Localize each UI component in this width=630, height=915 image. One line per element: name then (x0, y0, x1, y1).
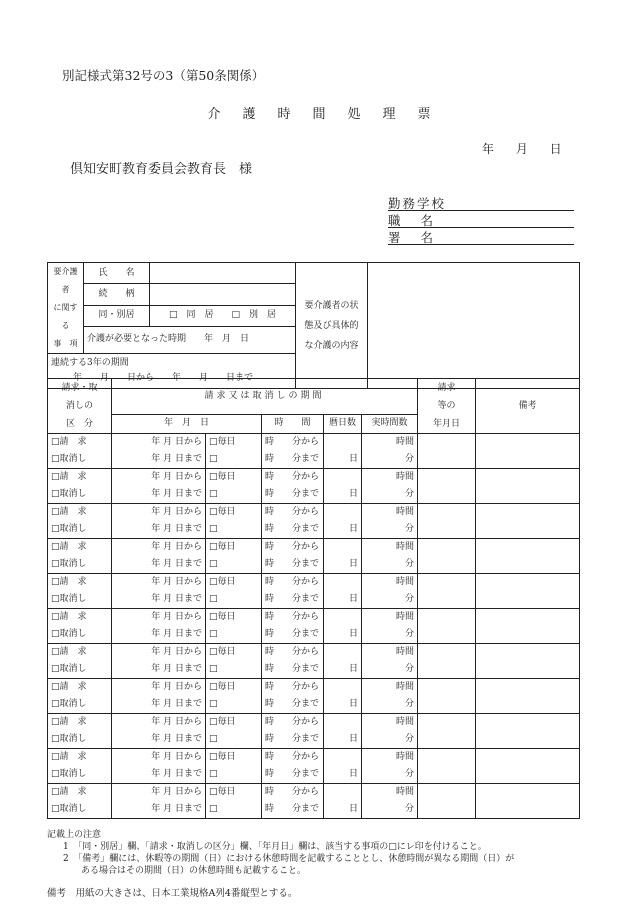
days-unit: 日 (324, 486, 362, 504)
date-from[interactable]: 年 月 日から (112, 539, 206, 557)
request-date-field[interactable] (418, 434, 476, 469)
cohabit-label: 同・別居 (84, 305, 150, 326)
days-field[interactable] (324, 679, 362, 697)
remarks-field[interactable] (476, 469, 580, 504)
time-from[interactable]: 時 分から (262, 469, 324, 487)
hours-field[interactable]: 時間 (362, 609, 418, 627)
time-from[interactable]: 時 分から (262, 504, 324, 522)
hours-field[interactable]: 時間 (362, 749, 418, 767)
hours-field[interactable]: 時間 (362, 574, 418, 592)
request-date-field[interactable] (418, 574, 476, 609)
min-unit: 分 (362, 451, 418, 469)
entry-row-request (48, 574, 580, 592)
days-field[interactable] (324, 644, 362, 662)
remarks-field[interactable] (476, 504, 580, 539)
remarks-field[interactable] (476, 784, 580, 819)
state-label: 要介護者の状 態及び具体的 な介護の内容 (296, 263, 368, 389)
col-ymd: 年 月 日 (112, 414, 262, 433)
remarks-field[interactable] (476, 714, 580, 749)
time-to[interactable]: 時 分まで (262, 626, 324, 644)
entry-row-request (48, 504, 580, 522)
date-to[interactable]: 年 月 日まで (112, 626, 206, 644)
request-table (47, 378, 580, 819)
cancel-checkbox[interactable]: □取消し (48, 591, 112, 609)
col-remarks: 備考 (476, 379, 580, 434)
daily-checkbox[interactable]: □毎日 (206, 434, 262, 452)
hours-field[interactable]: 時間 (362, 679, 418, 697)
min-unit: 分 (362, 486, 418, 504)
remarks-field[interactable] (476, 609, 580, 644)
days-field[interactable] (324, 469, 362, 487)
relation-field[interactable] (150, 284, 296, 305)
entry-row-request (48, 714, 580, 732)
days-unit: 日 (324, 626, 362, 644)
date-to[interactable]: 年 月 日まで (112, 661, 206, 679)
date-from[interactable]: 年 月 日から (112, 644, 206, 662)
min-unit: 分 (362, 591, 418, 609)
request-checkbox[interactable]: □請 求 (48, 504, 112, 522)
time-from[interactable]: 時 分から (262, 539, 324, 557)
time-to[interactable]: 時 分まで (262, 661, 324, 679)
days-field[interactable] (324, 434, 362, 452)
col-time: 時 間 (262, 414, 324, 433)
period-label: 連続する3年の期間 (51, 358, 129, 368)
days-unit: 日 (324, 451, 362, 469)
box-checkbox[interactable]: □ (206, 591, 262, 609)
time-to[interactable]: 時 分まで (262, 486, 324, 504)
daily-checkbox[interactable]: □毎日 (206, 749, 262, 767)
form-title: 介護時間処理票 (207, 107, 453, 122)
cancel-checkbox[interactable]: □取消し (48, 696, 112, 714)
time-from[interactable]: 時 分から (262, 574, 324, 592)
hours-field[interactable]: 時間 (362, 504, 418, 522)
entry-row-request (48, 609, 580, 627)
time-from[interactable]: 時 分から (262, 609, 324, 627)
daily-checkbox[interactable]: □毎日 (206, 539, 262, 557)
date-to[interactable]: 年 月 日まで (112, 696, 206, 714)
request-date-field[interactable] (418, 784, 476, 819)
group-label: 要介護者 に関する 事 項 (48, 263, 84, 354)
min-unit: 分 (362, 661, 418, 679)
days-unit: 日 (324, 661, 362, 679)
box-checkbox[interactable]: □ (206, 696, 262, 714)
days-field[interactable] (324, 749, 362, 767)
min-unit: 分 (362, 801, 418, 819)
care-info-table (47, 262, 580, 389)
days-field[interactable] (324, 574, 362, 592)
note-1: 1 「同・別居」欄、「請求・取消しの区分」欄、「年月日」欄は、該当する事項の□にレ印を付けること。 (63, 842, 487, 852)
daily-checkbox[interactable]: □毎日 (206, 504, 262, 522)
box-checkbox[interactable]: □ (206, 661, 262, 679)
time-from[interactable]: 時 分から (262, 434, 324, 452)
hours-field[interactable]: 時間 (362, 714, 418, 732)
request-date-field[interactable] (418, 609, 476, 644)
days-unit: 日 (324, 521, 362, 539)
request-checkbox[interactable]: □請 求 (48, 574, 112, 592)
date-to[interactable]: 年 月 日まで (112, 451, 206, 469)
days-field[interactable] (324, 714, 362, 732)
days-unit: 日 (324, 591, 362, 609)
date-from[interactable]: 年 月 日から (112, 574, 206, 592)
days-unit: 日 (324, 731, 362, 749)
remarks-field[interactable] (476, 539, 580, 574)
min-unit: 分 (362, 556, 418, 574)
time-to[interactable]: 時 分まで (262, 521, 324, 539)
col-category: 請求・取 消しの 区 分 (48, 379, 112, 434)
entry-row-request (48, 644, 580, 662)
hours-field[interactable]: 時間 (362, 644, 418, 662)
date-from[interactable]: 年 月 日から (112, 679, 206, 697)
min-unit: 分 (362, 696, 418, 714)
box-checkbox[interactable]: □ (206, 556, 262, 574)
remarks-field[interactable] (476, 749, 580, 784)
days-field[interactable] (324, 609, 362, 627)
request-checkbox[interactable]: □請 求 (48, 539, 112, 557)
cancel-checkbox[interactable]: □取消し (48, 556, 112, 574)
request-checkbox[interactable]: □請 求 (48, 714, 112, 732)
cancel-checkbox[interactable]: □取消し (48, 661, 112, 679)
days-unit: 日 (324, 556, 362, 574)
hours-field[interactable]: 時間 (362, 434, 418, 452)
remarks-field[interactable] (476, 644, 580, 679)
box-checkbox[interactable]: □ (206, 626, 262, 644)
entry-row-request (48, 469, 580, 487)
entry-row-request (48, 784, 580, 802)
entry-row-request (48, 434, 580, 452)
days-field[interactable] (324, 504, 362, 522)
request-checkbox[interactable]: □請 求 (48, 434, 112, 452)
request-date-field[interactable] (418, 679, 476, 714)
days-unit: 日 (324, 766, 362, 784)
footer-note: 備考 用紙の大きさは、日本工業規格A列4番縦型とする。 (47, 888, 298, 899)
cancel-checkbox[interactable]: □取消し (48, 801, 112, 819)
box-checkbox[interactable]: □ (206, 731, 262, 749)
cancel-checkbox[interactable]: □取消し (48, 731, 112, 749)
box-checkbox[interactable]: □ (206, 766, 262, 784)
time-to[interactable]: 時 分まで (262, 731, 324, 749)
min-unit: 分 (362, 521, 418, 539)
name-field[interactable] (150, 263, 296, 284)
form-date: 年 月 日 (482, 142, 562, 156)
name-label: 氏 名 (84, 263, 150, 284)
signature-position[interactable] (388, 211, 574, 228)
request-date-field[interactable] (418, 539, 476, 574)
date-from[interactable]: 年 月 日から (112, 469, 206, 487)
note-2: 2 「備考」欄には、休暇等の期間（日）における休憩時間を記載することとし、休憩時間が異なる期間（日）が (63, 854, 515, 864)
cancel-checkbox[interactable]: □取消し (48, 766, 112, 784)
signature-school[interactable] (388, 194, 574, 211)
signature-position-label: 職名 (388, 213, 454, 228)
hours-field[interactable]: 時間 (362, 539, 418, 557)
request-checkbox[interactable]: □請 求 (48, 679, 112, 697)
state-field[interactable] (368, 263, 580, 389)
date-to[interactable]: 年 月 日まで (112, 766, 206, 784)
signature-school-label: 勤務学校 (388, 196, 447, 211)
cancel-checkbox[interactable]: □取消し (48, 626, 112, 644)
date-to[interactable]: 年 月 日まで (112, 731, 206, 749)
notes-title: 記載上の注意 (47, 830, 102, 840)
date-to[interactable]: 年 月 日まで (112, 556, 206, 574)
addressee: 倶知安町教育委員会教育長 様 (70, 162, 253, 177)
days-unit: 日 (324, 801, 362, 819)
days-field[interactable] (324, 784, 362, 802)
cancel-checkbox[interactable]: □取消し (48, 521, 112, 539)
time-from[interactable]: 時 分から (262, 784, 324, 802)
request-checkbox[interactable]: □請 求 (48, 469, 112, 487)
date-from[interactable]: 年 月 日から (112, 609, 206, 627)
notes (47, 829, 607, 877)
entry-row-request (48, 749, 580, 767)
box-checkbox[interactable]: □ (206, 801, 262, 819)
box-checkbox[interactable]: □ (206, 451, 262, 469)
time-to[interactable]: 時 分まで (262, 766, 324, 784)
time-to[interactable]: 時 分まで (262, 451, 324, 469)
need-since[interactable]: 介護が必要となった時期 年 月 日 (84, 326, 296, 353)
signature-name[interactable] (388, 228, 574, 245)
date-from[interactable]: 年 月 日から (112, 714, 206, 732)
daily-checkbox[interactable]: □毎日 (206, 574, 262, 592)
time-to[interactable]: 時 分まで (262, 801, 324, 819)
request-checkbox[interactable]: □請 求 (48, 644, 112, 662)
hours-field[interactable]: 時間 (362, 469, 418, 487)
box-checkbox[interactable]: □ (206, 486, 262, 504)
daily-checkbox[interactable]: □毎日 (206, 784, 262, 802)
min-unit: 分 (362, 766, 418, 784)
min-unit: 分 (362, 626, 418, 644)
remarks-field[interactable] (476, 679, 580, 714)
request-date-field[interactable] (418, 504, 476, 539)
days-field[interactable] (324, 539, 362, 557)
hours-field[interactable]: 時間 (362, 784, 418, 802)
request-date-field[interactable] (418, 644, 476, 679)
request-date-field[interactable] (418, 469, 476, 504)
daily-checkbox[interactable]: □毎日 (206, 469, 262, 487)
time-from[interactable]: 時 分から (262, 644, 324, 662)
cancel-checkbox[interactable]: □取消し (48, 486, 112, 504)
date-from[interactable]: 年 月 日から (112, 504, 206, 522)
request-date-field[interactable] (418, 714, 476, 749)
time-to[interactable]: 時 分まで (262, 591, 324, 609)
days-unit: 日 (324, 696, 362, 714)
date-to[interactable]: 年 月 日まで (112, 521, 206, 539)
note-3: ある場合はその期間（日）の休憩時間も記載すること。 (63, 866, 307, 876)
request-date-field[interactable] (418, 749, 476, 784)
date-to[interactable]: 年 月 日まで (112, 801, 206, 819)
period-value: 年 月 日から 年 月 日まで (73, 373, 254, 383)
relation-label: 続 柄 (84, 284, 150, 305)
entry-row-request (48, 679, 580, 697)
request-checkbox[interactable]: □請 求 (48, 784, 112, 802)
signature-name-label: 署名 (388, 230, 454, 245)
daily-checkbox[interactable]: □毎日 (206, 714, 262, 732)
col-actual: 実時間数 (362, 414, 418, 433)
box-checkbox[interactable]: □ (206, 521, 262, 539)
request-checkbox[interactable]: □請 求 (48, 609, 112, 627)
date-to[interactable]: 年 月 日まで (112, 591, 206, 609)
col-days: 暦日数 (324, 414, 362, 433)
date-from[interactable]: 年 月 日から (112, 434, 206, 452)
date-from[interactable]: 年 月 日から (112, 784, 206, 802)
form-id: 別記様式第32号の3（第50条関係） (62, 68, 265, 83)
request-checkbox[interactable]: □請 求 (48, 749, 112, 767)
col-period: 請求又は取消しの期間 (112, 379, 418, 415)
remarks-field[interactable] (476, 574, 580, 609)
daily-checkbox[interactable]: □毎日 (206, 679, 262, 697)
cohabit-options[interactable]: □ 同 居 □ 別 居 (150, 305, 296, 326)
entry-row-request (48, 539, 580, 557)
min-unit: 分 (362, 731, 418, 749)
daily-checkbox[interactable]: □毎日 (206, 609, 262, 627)
time-to[interactable]: 時 分まで (262, 556, 324, 574)
time-from[interactable]: 時 分から (262, 679, 324, 697)
remarks-field[interactable] (476, 434, 580, 469)
date-from[interactable]: 年 月 日から (112, 749, 206, 767)
time-from[interactable]: 時 分から (262, 749, 324, 767)
date-to[interactable]: 年 月 日まで (112, 486, 206, 504)
col-request-date: 請求 等の 年月日 (418, 379, 476, 434)
time-from[interactable]: 時 分から (262, 714, 324, 732)
daily-checkbox[interactable]: □毎日 (206, 644, 262, 662)
cancel-checkbox[interactable]: □取消し (48, 451, 112, 469)
time-to[interactable]: 時 分まで (262, 696, 324, 714)
